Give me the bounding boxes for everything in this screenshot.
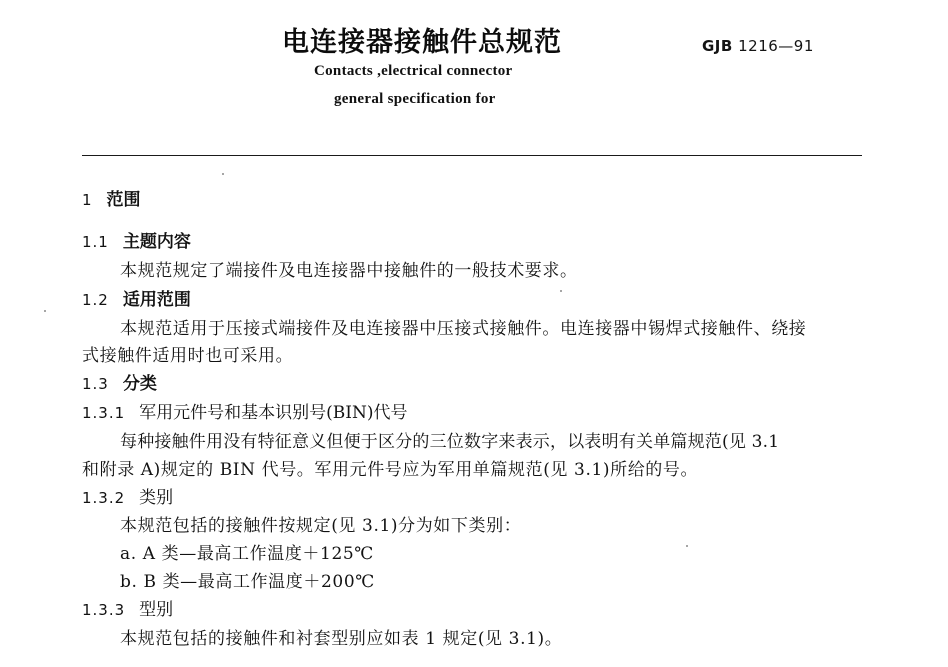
section-label: 类别: [139, 488, 174, 508]
section-1-3-heading: [82, 373, 157, 395]
section-1-2-heading: [82, 289, 191, 311]
section-number: 1.3.3: [82, 601, 126, 619]
section-1-1-text: 本规范规定了端接件及电连接器中接触件的一般技术要求。: [120, 261, 578, 281]
section-label: 范围: [106, 190, 141, 210]
section-number: 1.3.2: [82, 489, 126, 507]
section-1-3-2-text: 本规范包括的接触件按规定(见 3.1)分为如下类别：: [120, 516, 522, 536]
section-label: 型别: [139, 600, 174, 620]
section-1-1-heading: [82, 231, 191, 253]
section-1-3-1-text-line1: 每种接触件用没有特征意义但便于区分的三位数字来表示，以表明有关单篇规范(见 3.1: [120, 432, 780, 452]
section-label: 分类: [122, 374, 157, 394]
document-title-cn: 电连接器接触件总规范: [282, 27, 562, 58]
document-title-en-line1: Contacts ,electrical connector: [314, 63, 513, 79]
section-number: 1: [82, 191, 93, 209]
section-1-3-3-heading: [82, 599, 173, 621]
section-label: 主题内容: [122, 232, 191, 252]
standard-code: [702, 37, 814, 55]
section-number: 1.2: [82, 291, 109, 309]
list-item-a: a. A 类—最高工作温度＋125℃: [120, 544, 374, 564]
section-number: 1.3: [82, 375, 109, 393]
scan-speck: [560, 290, 562, 292]
section-1-2-text-line2: 式接触件适用时也可采用。: [82, 346, 294, 366]
list-item-b: b. B 类—最高工作温度＋200℃: [120, 572, 375, 592]
header-divider: [82, 155, 862, 156]
standard-code-number: 1216—91: [738, 37, 814, 55]
section-number: 1.1: [82, 233, 109, 251]
document-title-en-line2: general specification for: [334, 91, 496, 107]
section-1-heading: [82, 189, 141, 211]
scan-speck: [686, 545, 688, 547]
section-number: 1.3.1: [82, 404, 126, 422]
section-1-2-text-line1: 本规范适用于压接式端接件及电连接器中压接式接触件。电连接器中锡焊式接触件、绕接: [120, 319, 807, 339]
section-label: 适用范围: [122, 290, 191, 310]
section-1-3-2-heading: [82, 487, 173, 509]
section-1-3-1-text-line2: 和附录 A)规定的 BIN 代号。军用元件号应为军用单篇规范(见 3.1)所给的号。: [82, 460, 699, 480]
section-label: 军用元件号和基本识别号(BIN)代号: [139, 403, 408, 423]
scan-speck: [222, 173, 224, 175]
standard-code-prefix: GJB: [702, 37, 733, 55]
scan-speck: [44, 310, 46, 312]
section-1-3-3-text: 本规范包括的接触件和衬套型别应如表 1 规定(见 3.1)。: [120, 629, 563, 649]
section-1-3-1-heading: [82, 402, 408, 424]
